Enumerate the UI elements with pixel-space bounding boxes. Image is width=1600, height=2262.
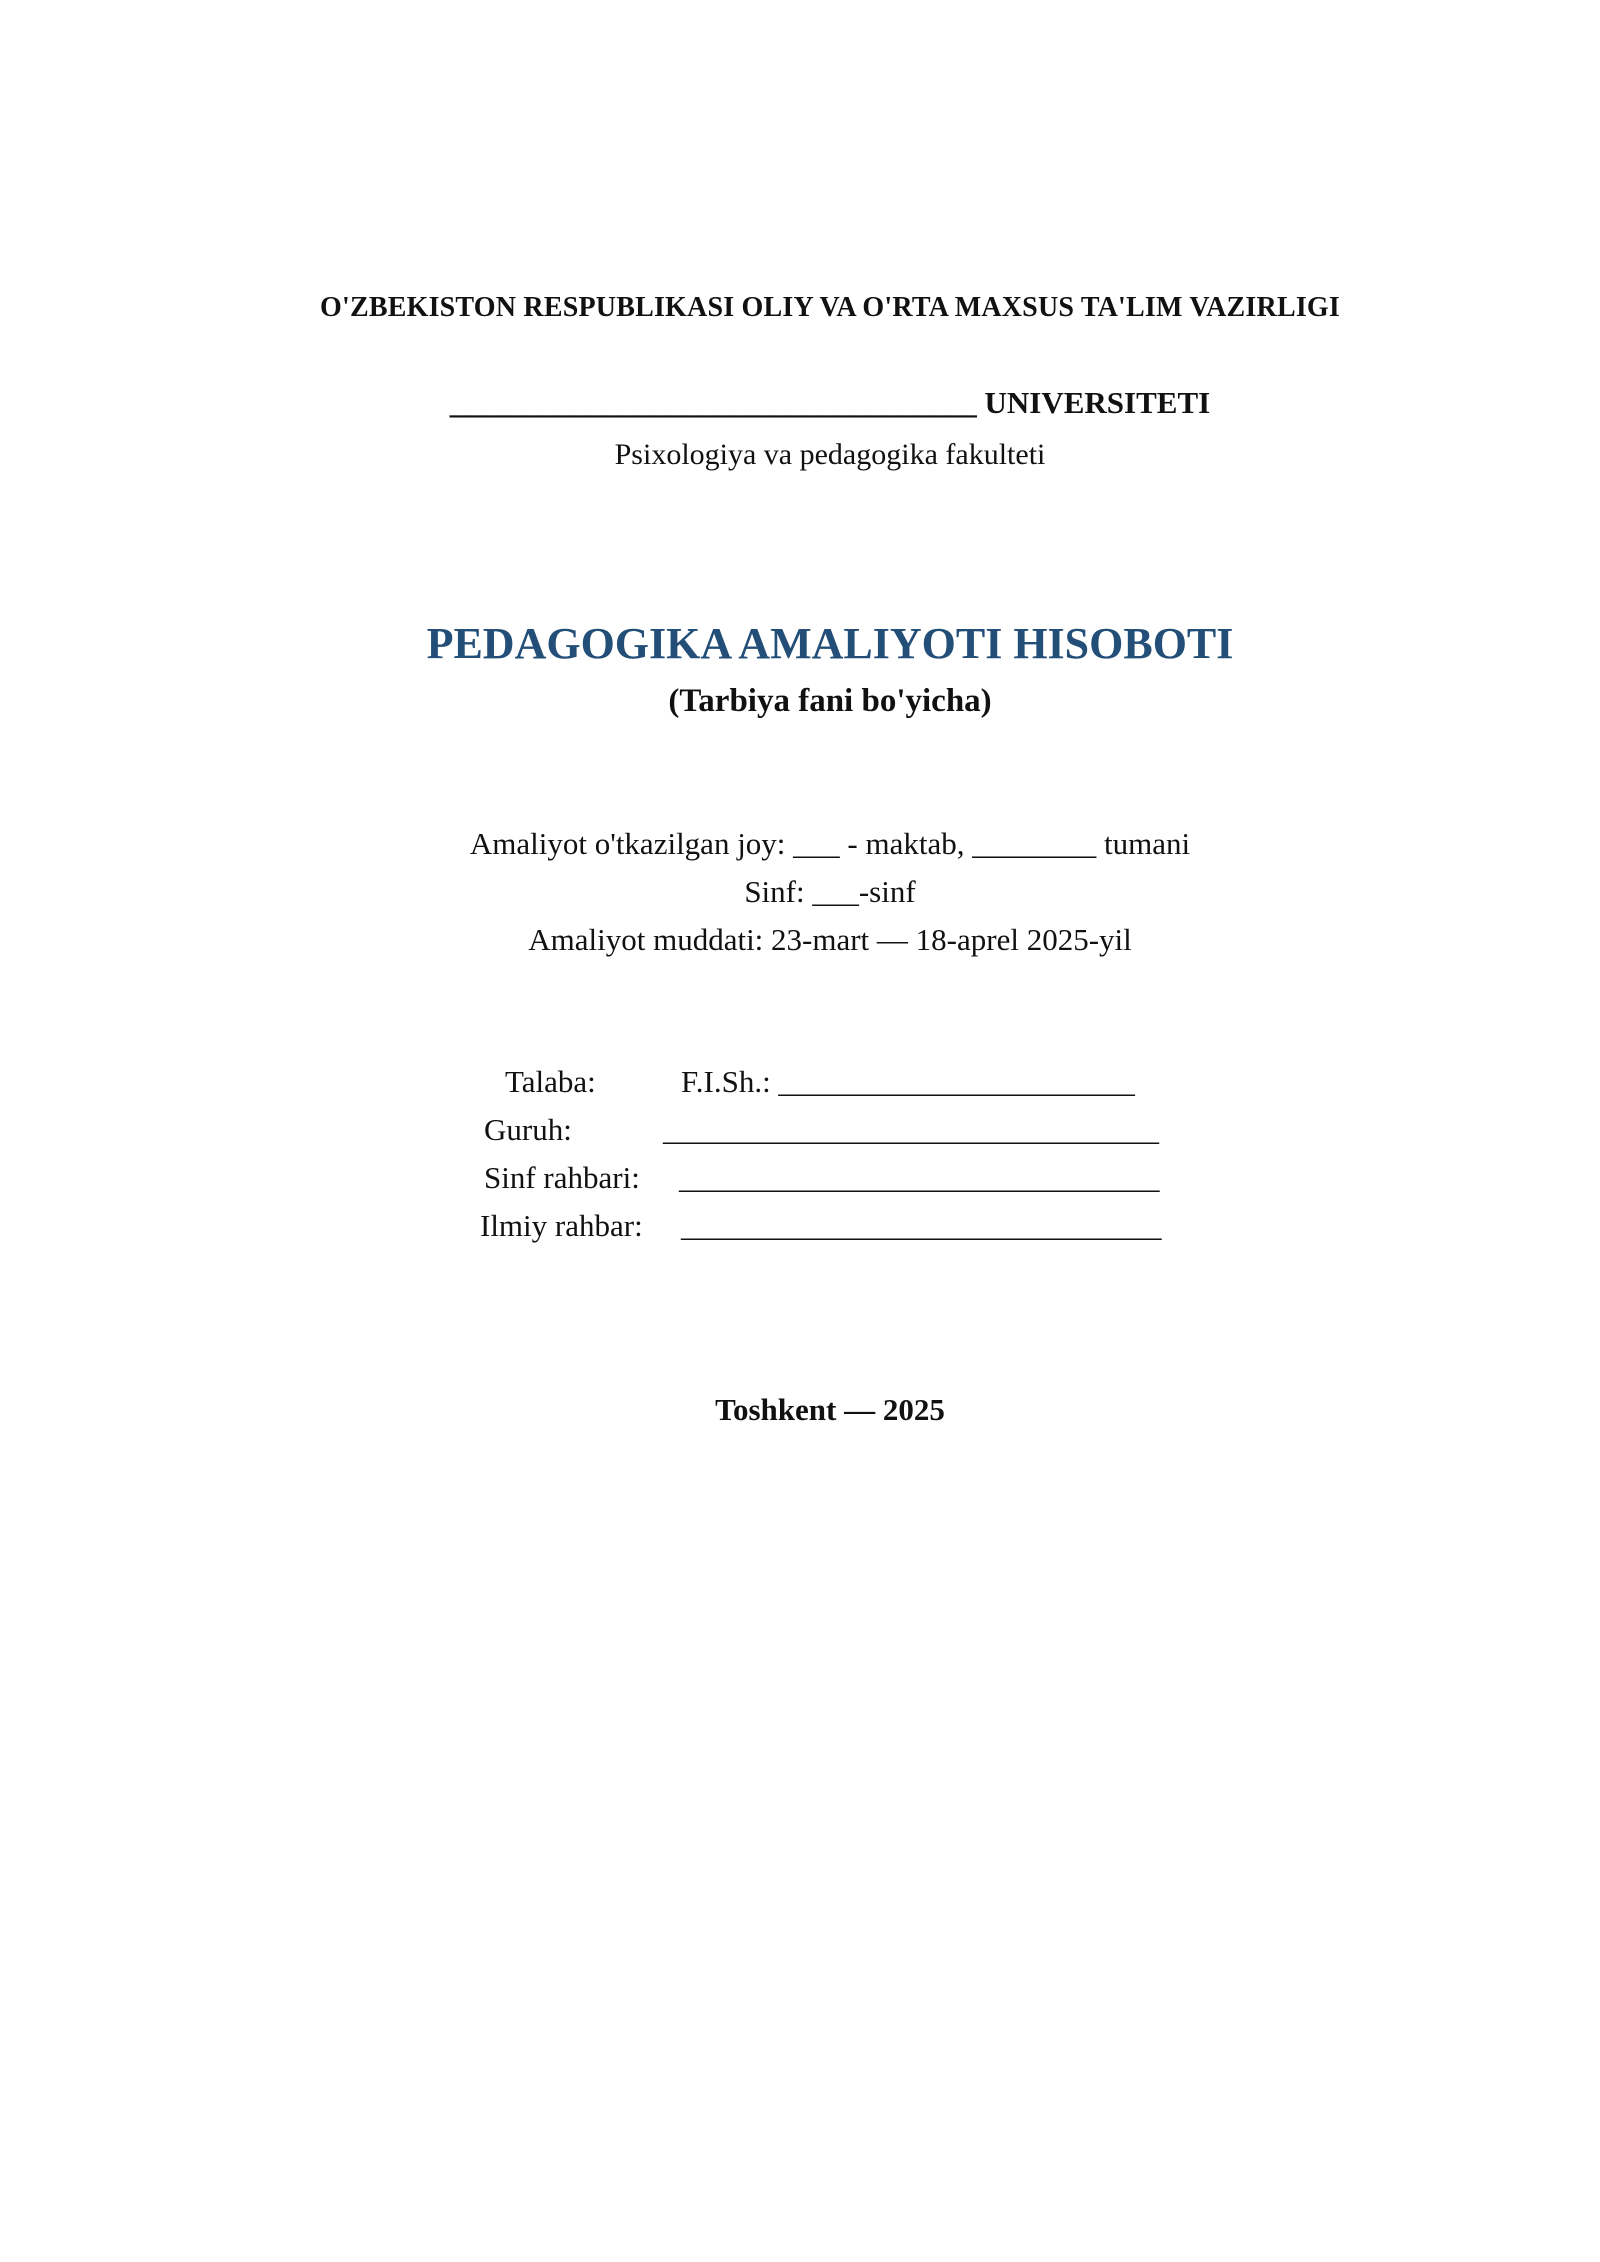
report-subtitle: (Tarbiya fani bo'yicha) bbox=[668, 683, 992, 719]
practice-grade: Sinf: ___-sinf bbox=[744, 874, 916, 909]
field-label-group: Guruh: bbox=[484, 1112, 572, 1147]
ministry-name: O'ZBEKISTON RESPUBLIKASI OLIY VA O'RTA MAXSUS TA'LIM VAZIRLIGI bbox=[320, 292, 1340, 323]
field-label-scientific-advisor: Ilmiy rahbar: bbox=[480, 1208, 643, 1243]
practice-period: Amaliyot muddati: 23-mart — 18-aprel 2025-yil bbox=[528, 922, 1132, 957]
field-value-scientific-advisor: _______________________________ bbox=[681, 1208, 1162, 1243]
field-label-class-teacher: Sinf rahbari: bbox=[484, 1160, 640, 1195]
practice-place: Amaliyot o'tkazilgan joy: ___ - maktab, ________ tumani bbox=[469, 826, 1191, 861]
field-label-student: Talaba: bbox=[505, 1064, 596, 1099]
university-name-line: __________________________________ UNIVERSITETI bbox=[449, 385, 1211, 420]
faculty-name: Psixologiya va pedagogika fakulteti bbox=[614, 438, 1046, 471]
city-year: Toshkent — 2025 bbox=[715, 1392, 945, 1427]
field-value-class-teacher: _______________________________ bbox=[679, 1160, 1160, 1195]
field-value-group: ________________________________ bbox=[663, 1112, 1159, 1147]
report-title: PEDAGOGIKA AMALIYOTI HISOBOTI bbox=[426, 619, 1234, 668]
field-value-student: F.I.Sh.: _______________________ bbox=[681, 1064, 1135, 1099]
